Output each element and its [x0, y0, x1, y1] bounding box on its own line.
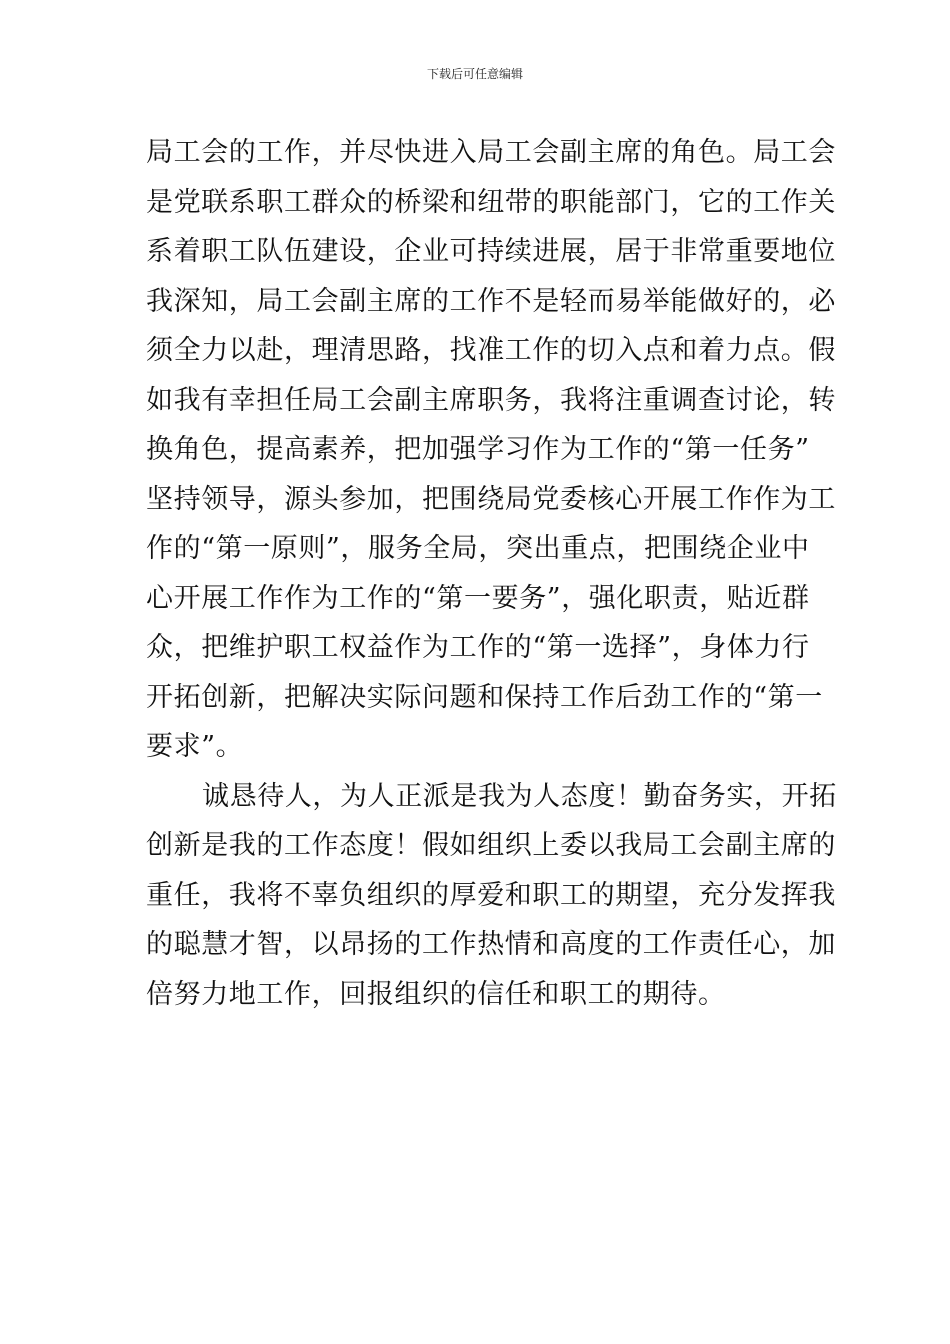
text-line: 系着职工队伍建设，企业可持续进展，居于非常重要地位 [146, 236, 836, 267]
document-body [146, 128, 837, 1019]
text-line: 局工会的工作，并尽快进入局工会副主席的角色。局工会 [146, 137, 836, 168]
text-line: 的聪慧才智，以昂扬的工作热情和高度的工作责任心，加 [146, 929, 836, 960]
text-line: 要求”。 [146, 731, 244, 762]
text-line: 如我有幸担任局工会副主席职务，我将注重调查讨论，转 [146, 384, 836, 416]
text-line: 心开展工作作为工作的“第一要务”，强化职责，贴近群 [146, 582, 810, 614]
paragraph-1 [146, 128, 836, 772]
text-line: 倍努力地工作，回报组织的信任和职工的期待。 [146, 978, 726, 1010]
text-line: 众，把维护职工权益作为工作的“第一选择”，身体力行 [146, 632, 810, 663]
text-line: 是党联系职工群众的桥梁和纽带的职能部门，它的工作关 [146, 186, 836, 218]
text-line: 坚持领导，源头参加，把围绕局党委核心开展工作作为工 [146, 483, 836, 515]
text-line: 诚恳待人，为人正派是我为人态度！勤奋务实，开拓 [202, 780, 837, 812]
text-line: 换角色，提高素养，把加强学习作为工作的“第一任务” [146, 434, 810, 465]
text-line: 须全力以赴，理清思路，找准工作的切入点和着力点。假 [146, 335, 836, 366]
text-line: 开拓创新，把解决实际问题和保持工作后劲工作的“第一 [146, 681, 823, 713]
text-line: 创新是我的工作态度！假如组织上委以我局工会副主席的 [146, 830, 836, 861]
text-line: 重任，我将不辜负组织的厚爱和职工的期望，充分发挥我 [146, 879, 836, 911]
paragraph-2 [146, 772, 837, 1020]
text-line: 我深知，局工会副主席的工作不是轻而易举能做好的，必 [146, 285, 836, 317]
text-line: 作的“第一原则”，服务全局，突出重点，把围绕企业中 [146, 533, 810, 564]
header-note: 下载后可任意编辑 [426, 67, 523, 81]
